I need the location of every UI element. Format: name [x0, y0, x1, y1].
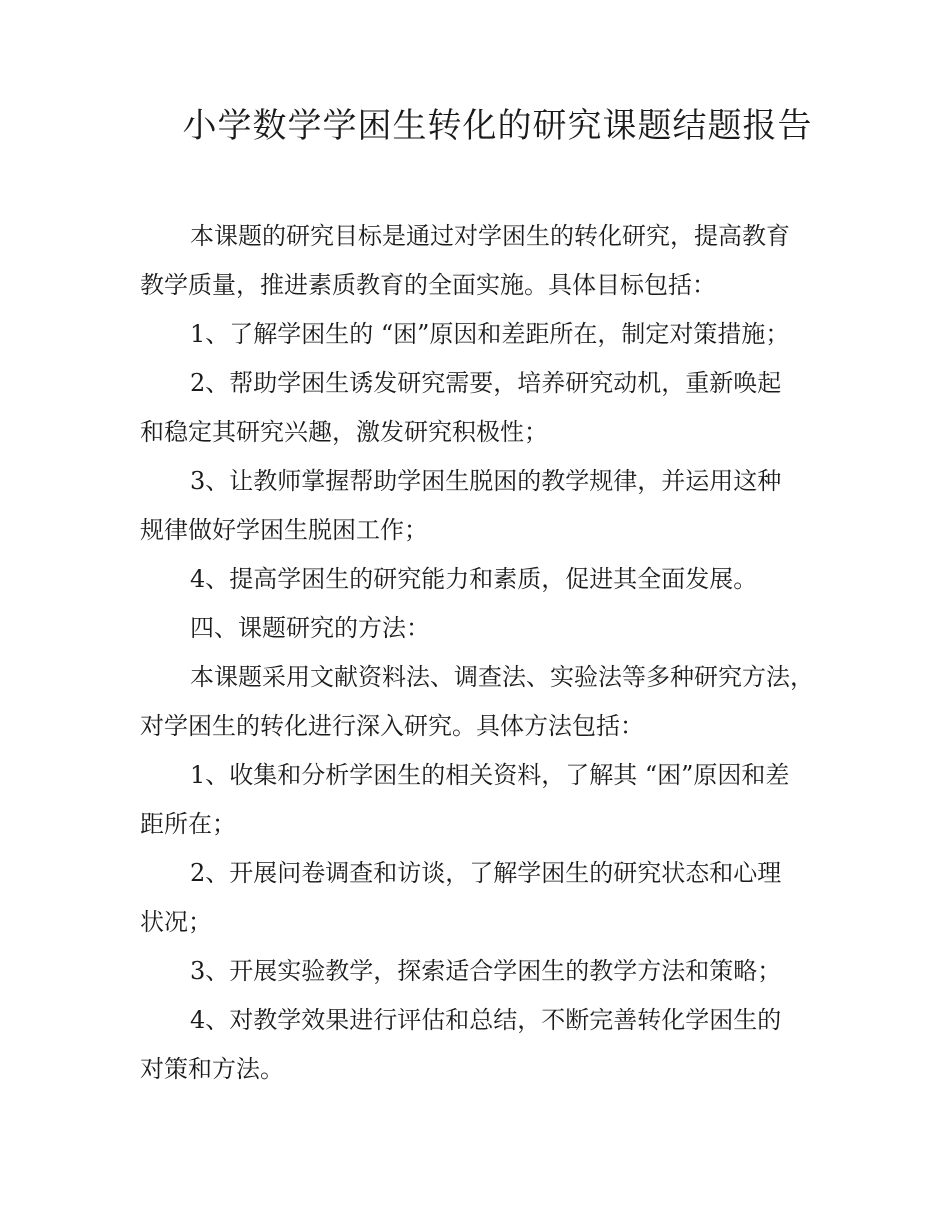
body-line: 3、让教师掌握帮助学困生脱困的教学规律，并运用这种	[190, 467, 782, 495]
body-line: 4、提高学困生的研究能力和素质，促进其全面发展。	[190, 565, 758, 593]
body-line: 教学质量，推进素质教育的全面实施。具体目标包括：	[140, 271, 716, 299]
body-line: 规律做好学困生脱困工作；	[140, 516, 428, 544]
body-line: 状况；	[140, 908, 212, 936]
document-title: 小学数学学困生转化的研究课题结题报告	[182, 106, 813, 146]
body-line: 3、开展实验教学，探索适合学困生的教学方法和策略；	[190, 957, 782, 985]
body-line: 对策和方法。	[140, 1055, 284, 1083]
body-line: 距所在；	[140, 810, 236, 838]
body-line: 本课题采用文献资料法、调查法、实验法等多种研究方法，	[190, 663, 814, 691]
body-line: 1、收集和分析学困生的相关资料，了解其 “困”原因和差	[190, 761, 790, 789]
body-line: 2、开展问卷调查和访谈，了解学困生的研究状态和心理	[190, 859, 782, 887]
body-line: 1、了解学困生的 “困”原因和差距所在，制定对策措施；	[190, 320, 790, 348]
section-heading: 四、课题研究的方法：	[190, 614, 430, 642]
body-line: 4、对教学效果进行评估和总结，不断完善转化学困生的	[190, 1006, 782, 1034]
document-body	[140, 212, 830, 1094]
body-line: 本课题的研究目标是通过对学困生的转化研究，提高教育	[190, 222, 790, 250]
body-line: 2、帮助学困生诱发研究需要，培养研究动机，重新唤起	[190, 369, 782, 397]
body-line: 对学困生的转化进行深入研究。具体方法包括：	[140, 712, 644, 740]
body-line: 和稳定其研究兴趣，激发研究积极性；	[140, 418, 548, 446]
